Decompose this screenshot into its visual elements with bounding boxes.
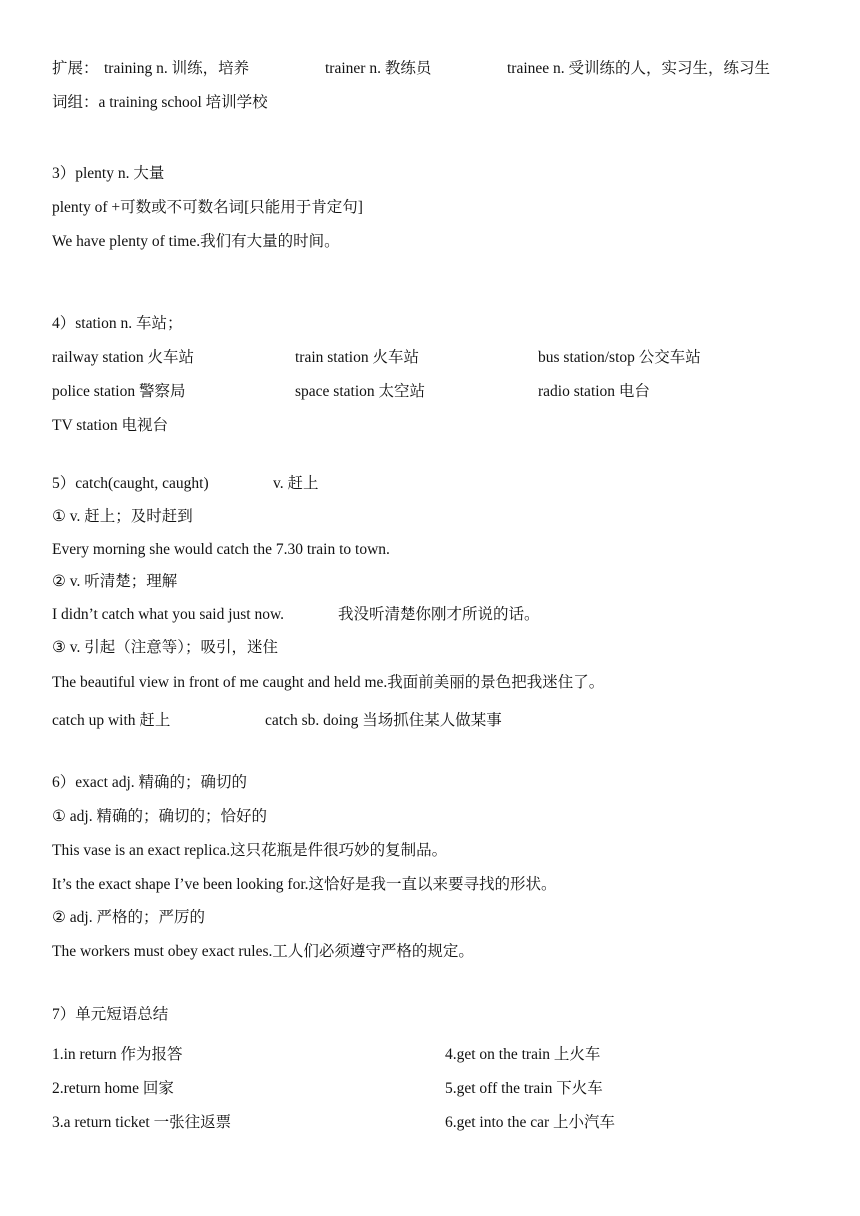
meaning-2: ② v. 听清楚；理解 <box>52 573 178 590</box>
term-bus-station: bus station/stop 公交车站 <box>538 349 701 366</box>
example-sentence: The workers must obey exact rules.工人们必须遵守严格的规定。 <box>52 943 474 960</box>
example-sentence: The beautiful view in front of me caught and held me.我面前美丽的景色把我迷住了。 <box>52 674 605 691</box>
phrase-item: 6.get into the car 上小汽车 <box>445 1114 616 1131</box>
term-radio-station: radio station 电台 <box>538 383 650 400</box>
extension-item-training: training n. 训练，培养 <box>104 60 250 77</box>
phrase-catch-sb-doing: catch sb. doing 当场抓住某人做某事 <box>265 712 502 729</box>
phrase-line: 词组：a training school 培训学校 <box>52 94 268 111</box>
example-sentence: I didn’t catch what you said just now. <box>52 606 285 623</box>
extension-label: 扩展： <box>52 60 99 77</box>
phrase-item: 3.a return ticket 一张往返票 <box>52 1114 232 1131</box>
example-sentence: We have plenty of time.我们有大量的时间。 <box>52 233 340 250</box>
meaning-2: ② adj. 严格的；严厉的 <box>52 909 205 926</box>
usage-line: plenty of +可数或不可数名词[只能用于肯定句] <box>52 199 363 216</box>
term-police-station: police station 警察局 <box>52 383 186 400</box>
example-translation: 我没听清楚你刚才所说的话。 <box>338 606 540 623</box>
example-sentence: This vase is an exact replica.这只花瓶是件很巧妙的复制品。 <box>52 842 448 859</box>
term-train-station: train station 火车站 <box>295 349 419 366</box>
section-heading-catch: 5）catch(caught, caught) <box>52 475 209 492</box>
term-space-station: space station 太空站 <box>295 383 426 400</box>
phrase-item: 1.in return 作为报答 <box>52 1046 183 1063</box>
phrase-catch-up-with: catch up with 赶上 <box>52 712 171 729</box>
meaning-1: ① v. 赶上；及时赶到 <box>52 508 193 525</box>
extension-item-trainer: trainer n. 教练员 <box>325 60 432 77</box>
phrase-item: 4.get on the train 上火车 <box>445 1046 601 1063</box>
term-railway-station: railway station 火车站 <box>52 349 195 366</box>
extension-item-trainee: trainee n. 受训练的人，实习生，练习生 <box>507 60 771 77</box>
example-sentence: It’s the exact shape I’ve been looking for.这恰好是我一直以来要寻找的形状。 <box>52 876 557 893</box>
section-heading-phrases: 7）单元短语总结 <box>52 1006 169 1023</box>
section-heading-catch-pos: v. 赶上 <box>273 475 319 492</box>
meaning-1: ① adj. 精确的；确切的；恰好的 <box>52 808 267 825</box>
section-heading-plenty: 3）plenty n. 大量 <box>52 165 165 182</box>
meaning-3: ③ v. 引起（注意等）；吸引，迷住 <box>52 639 279 656</box>
example-sentence: Every morning she would catch the 7.30 train to town. <box>52 541 390 558</box>
section-heading-exact: 6）exact adj. 精确的；确切的 <box>52 774 248 791</box>
phrase-item: 5.get off the train 下火车 <box>445 1080 603 1097</box>
term-tv-station: TV station 电视台 <box>52 417 168 434</box>
phrase-item: 2.return home 回家 <box>52 1080 174 1097</box>
section-heading-station: 4）station n. 车站； <box>52 315 183 332</box>
